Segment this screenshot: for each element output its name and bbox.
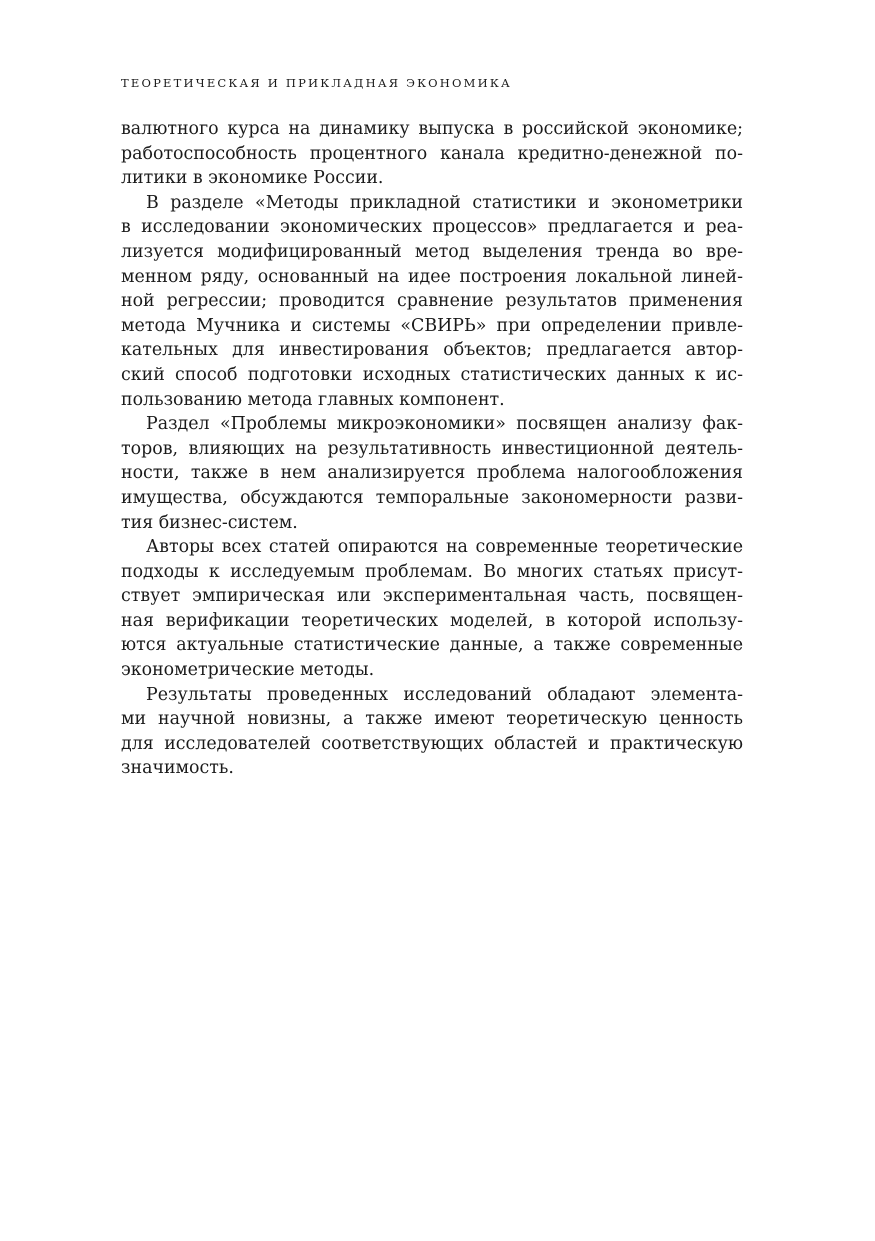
- text-line: торов, влияющих на результативность инвестиционной деятель-: [121, 438, 743, 459]
- paragraph-4: [121, 535, 743, 683]
- text-line: эконометрические методы.: [121, 660, 375, 681]
- paragraph-2: [121, 191, 743, 412]
- text-line: Результаты проведенных исследований обладают элемента-: [146, 684, 743, 705]
- text-line: для исследователей соответствующих областей и практическую: [121, 733, 743, 754]
- text-line: литики в экономике России.: [121, 168, 384, 189]
- text-line: ной регрессии; проводится сравнение результатов применения: [121, 291, 743, 312]
- text-line: ствует эмпирическая или экспериментальная часть, посвящен-: [121, 586, 743, 607]
- text-line: ная верификации теоретических моделей, в которой использу-: [121, 610, 743, 631]
- text-line: лизуется модифицированный метод выделения тренда во вре-: [121, 241, 743, 262]
- text-line: работоспособность процентного канала кредитно-денежной по-: [121, 143, 743, 164]
- text-line: кательных для инвестирования объектов; предлагается автор-: [121, 340, 743, 361]
- text-line: валютного курса на динамику выпуска в российской экономике;: [121, 119, 743, 139]
- text-line: ми научной новизны, а также имеют теоретическую ценность: [121, 709, 743, 730]
- paragraph-3: [121, 412, 743, 535]
- text-line: метода Мучника и системы «СВИРЬ» при определении привле-: [121, 315, 743, 336]
- text-line: имущества, обсуждаются темпоральные закономерности разви-: [121, 487, 743, 508]
- text-line: В разделе «Методы прикладной статистики и эконометрики: [146, 192, 743, 213]
- text-line: Раздел «Проблемы микроэкономики» посвящен анализу фак-: [146, 414, 743, 435]
- body-text: [121, 117, 743, 781]
- running-head-title: ТЕОРЕТИЧЕСКАЯ И ПРИКЛАДНАЯ ЭКОНОМИКА: [121, 76, 512, 90]
- text-line: ности, также в нем анализируется проблема налогообложения: [121, 463, 743, 484]
- paragraph-5: [121, 683, 743, 781]
- text-line: тия бизнес-систем.: [121, 512, 298, 533]
- text-line: пользованию метода главных компонент.: [121, 389, 505, 410]
- text-line: подходы к исследуемым проблемам. Во многих статьях присут-: [121, 561, 743, 582]
- text-line: в исследовании экономических процессов» предлагается и реа-: [121, 217, 743, 238]
- paragraph-1: [121, 117, 743, 191]
- text-line: Авторы всех статей опираются на современные теоретические: [146, 537, 743, 558]
- text-line: менном ряду, основанный на идее построения локальной линей-: [121, 266, 743, 287]
- text-line: значимость.: [121, 758, 234, 779]
- text-line: ются актуальные статистические данные, а также современные: [121, 635, 743, 656]
- text-line: ский способ подготовки исходных статистических данных к ис-: [121, 364, 743, 385]
